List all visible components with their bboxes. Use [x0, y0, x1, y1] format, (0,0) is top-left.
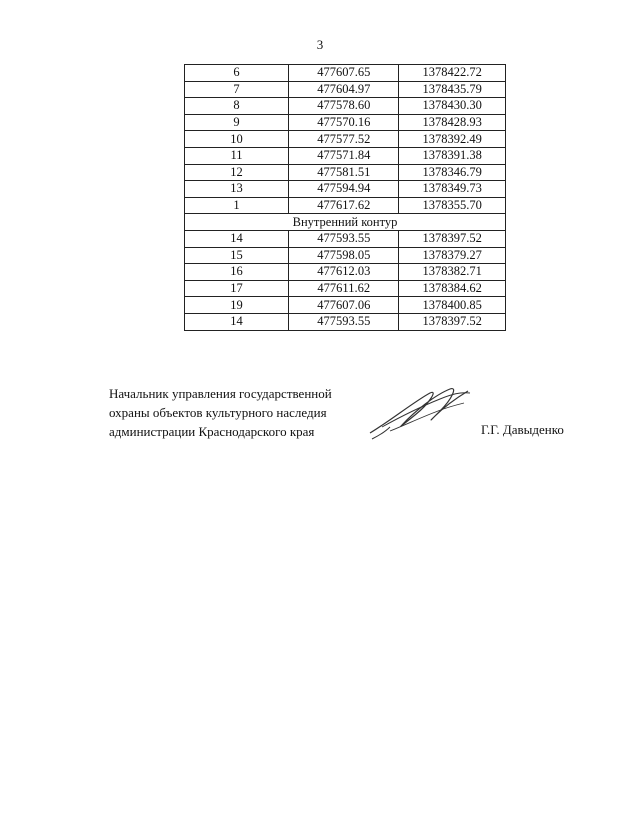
x-coordinate-cell: 477607.65 [289, 65, 399, 82]
x-coordinate-cell: 477607.06 [289, 297, 399, 314]
x-coordinate-cell: 477593.55 [289, 313, 399, 330]
point-number-cell: 16 [185, 264, 289, 281]
coordinates-table [184, 64, 506, 331]
x-coordinate-cell: 477594.94 [289, 181, 399, 198]
table-row [185, 164, 506, 181]
table-row [185, 81, 506, 98]
table-row [185, 181, 506, 198]
point-number-cell: 8 [185, 98, 289, 115]
table-row [185, 230, 506, 247]
point-number-cell: 13 [185, 181, 289, 198]
point-number-cell: 14 [185, 313, 289, 330]
y-coordinate-cell: 1378397.52 [399, 230, 506, 247]
table-row [185, 114, 506, 131]
x-coordinate-cell: 477617.62 [289, 197, 399, 214]
y-coordinate-cell: 1378400.85 [399, 297, 506, 314]
point-number-cell: 10 [185, 131, 289, 148]
table-row [185, 247, 506, 264]
position-line: охраны объектов культурного наследия [109, 405, 327, 420]
table-row [185, 65, 506, 82]
y-coordinate-cell: 1378397.52 [399, 313, 506, 330]
y-coordinate-cell: 1378355.70 [399, 197, 506, 214]
page-number: 3 [316, 37, 324, 52]
y-coordinate-cell: 1378384.62 [399, 280, 506, 297]
x-coordinate-cell: 477581.51 [289, 164, 399, 181]
y-coordinate-cell: 1378428.93 [399, 114, 506, 131]
signatory-name: Г.Г. Давыденко [481, 422, 564, 437]
y-coordinate-cell: 1378422.72 [399, 65, 506, 82]
point-number-cell: 9 [185, 114, 289, 131]
y-coordinate-cell: 1378382.71 [399, 264, 506, 281]
y-coordinate-cell: 1378391.38 [399, 147, 506, 164]
x-coordinate-cell: 477578.60 [289, 98, 399, 115]
position-line: Начальник управления государственной [109, 386, 332, 401]
x-coordinate-cell: 477593.55 [289, 230, 399, 247]
handwritten-signature [360, 381, 475, 443]
point-number-cell: 11 [185, 147, 289, 164]
position-line: администрации Краснодарского края [109, 424, 315, 439]
y-coordinate-cell: 1378349.73 [399, 181, 506, 198]
point-number-cell: 15 [185, 247, 289, 264]
x-coordinate-cell: 477571.84 [289, 147, 399, 164]
y-coordinate-cell: 1378379.27 [399, 247, 506, 264]
x-coordinate-cell: 477598.05 [289, 247, 399, 264]
y-coordinate-cell: 1378392.49 [399, 131, 506, 148]
point-number-cell: 1 [185, 197, 289, 214]
point-number-cell: 12 [185, 164, 289, 181]
table-row [185, 313, 506, 330]
point-number-cell: 7 [185, 81, 289, 98]
table-row [185, 98, 506, 115]
table-row [185, 297, 506, 314]
table-row [185, 280, 506, 297]
table-row [185, 197, 506, 214]
table-row [185, 147, 506, 164]
x-coordinate-cell: 477611.62 [289, 280, 399, 297]
point-number-cell: 19 [185, 297, 289, 314]
point-number-cell: 17 [185, 280, 289, 297]
y-coordinate-cell: 1378430.30 [399, 98, 506, 115]
y-coordinate-cell: 1378435.79 [399, 81, 506, 98]
section-header-row [185, 214, 506, 231]
point-number-cell: 6 [185, 65, 289, 82]
x-coordinate-cell: 477612.03 [289, 264, 399, 281]
table-row [185, 264, 506, 281]
section-header: Внутренний контур [185, 214, 506, 231]
x-coordinate-cell: 477604.97 [289, 81, 399, 98]
x-coordinate-cell: 477577.52 [289, 131, 399, 148]
y-coordinate-cell: 1378346.79 [399, 164, 506, 181]
x-coordinate-cell: 477570.16 [289, 114, 399, 131]
point-number-cell: 14 [185, 230, 289, 247]
table-row [185, 131, 506, 148]
